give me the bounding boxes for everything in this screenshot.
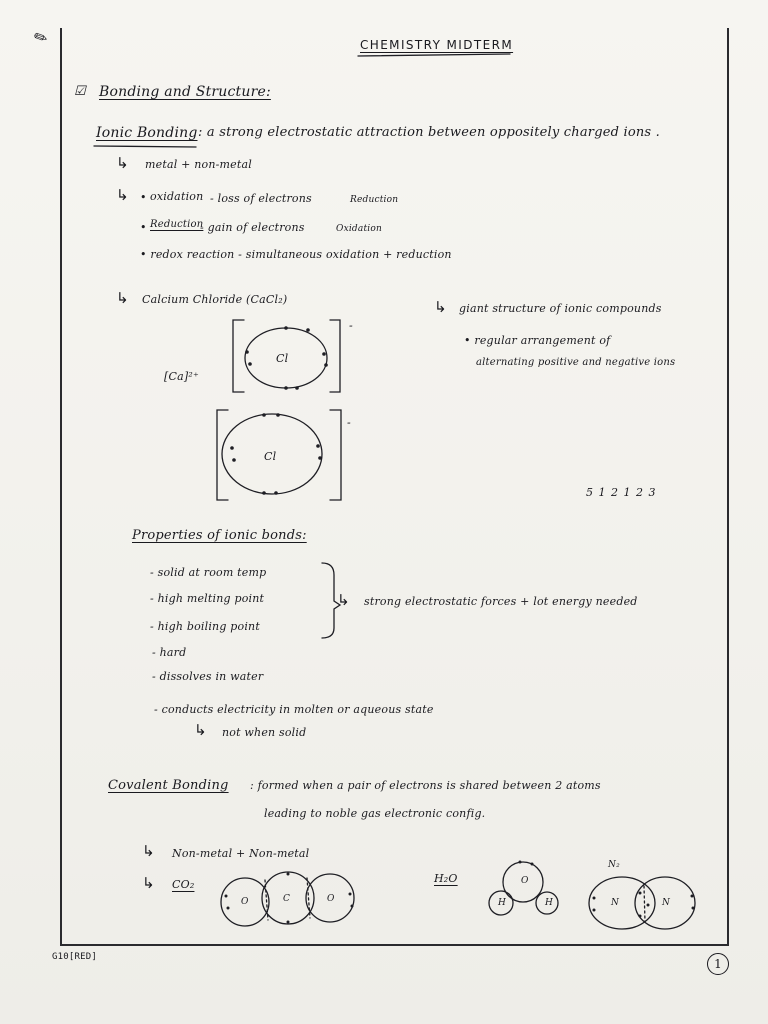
page-title: CHEMISTRY MIDTERM	[360, 38, 514, 52]
n2-shell-1	[589, 877, 655, 929]
bracket-left-1	[233, 320, 244, 392]
checkbox-icon: ☑	[74, 84, 86, 99]
section-heading: Bonding and Structure:	[99, 84, 271, 100]
arrow-icon: ↳	[194, 721, 207, 739]
charge-minus-1: -	[349, 319, 353, 332]
pen-mark: ✎	[30, 26, 51, 49]
bracket-note: strong electrostatic forces + lot energy needed	[364, 595, 638, 608]
property-item: - high boiling point	[150, 620, 260, 633]
chlorine-label-2: Cl	[264, 450, 277, 463]
co2-atom-o-2: O	[327, 894, 335, 904]
chlorine-label-1: Cl	[276, 352, 289, 365]
properties-heading: Properties of ionic bonds:	[132, 528, 307, 543]
redox-line: • redox reaction - simultaneous oxidation + reduction	[140, 248, 452, 261]
co2-atom-c: C	[283, 894, 291, 904]
right-margin-line	[727, 28, 729, 946]
arrow-icon: ↳	[434, 298, 447, 316]
co2-label: CO₂	[172, 878, 195, 891]
h2o-atom-h-2: H	[545, 898, 554, 908]
charge-minus-2: -	[347, 416, 351, 429]
page-number: 1	[707, 953, 729, 975]
n2-atom-n-1: N	[611, 898, 620, 908]
property-item: - conducts electricity in molten or aqueous state	[154, 703, 434, 716]
h2o-label: H₂O	[434, 872, 458, 885]
reduction-term: Reduction	[150, 219, 204, 230]
property-item: - solid at room temp	[150, 566, 267, 579]
covalent-definition-2: leading to noble gas electronic config.	[264, 807, 486, 820]
metal-nonmetal: metal + non-metal	[145, 158, 252, 171]
property-item: - high melting point	[150, 592, 265, 605]
example-compound: Calcium Chloride (CaCl₂)	[142, 293, 288, 306]
h2o-atom-o: O	[521, 876, 529, 886]
nonmetal-line: Non-metal + Non-metal	[172, 847, 310, 860]
reduction-aside: Oxidation	[336, 224, 382, 234]
covalent-heading: Covalent Bonding	[108, 778, 229, 793]
oxidation-term: oxidation	[150, 190, 204, 203]
property-item: - hard	[152, 646, 187, 659]
not-when-solid: not when solid	[222, 726, 307, 739]
n2-label: N₂	[608, 860, 620, 870]
margin-number-note: 5 1 2 1 2 3	[586, 486, 657, 499]
arrow-icon: ↳	[116, 154, 129, 172]
giant-structure: giant structure of ionic compounds	[459, 302, 662, 315]
left-margin-line	[60, 28, 62, 946]
arrow-icon: ↳	[337, 591, 350, 609]
bracket-left-2	[217, 410, 228, 500]
arrow-icon: ↳	[142, 842, 155, 860]
title-underline	[358, 54, 510, 56]
property-item: - dissolves in water	[152, 670, 264, 683]
oxidation-def: - loss of electrons	[210, 192, 312, 205]
bracket-right-2	[330, 410, 341, 500]
n2-atom-n-2: N	[662, 898, 671, 908]
h2o-atom-h-1: H	[498, 898, 507, 908]
arrow-icon: ↳	[116, 289, 129, 307]
covalent-definition-1: : formed when a pair of electrons is shared between 2 atoms	[250, 779, 601, 792]
bullet: •	[140, 191, 147, 204]
oxidation-aside: Reduction	[350, 195, 399, 205]
regular-line-2: alternating positive and negative ions	[476, 357, 676, 368]
co2-atom-o-1: O	[241, 897, 249, 907]
arrow-icon: ↳	[116, 186, 129, 204]
bottom-margin-line	[60, 944, 729, 946]
calcium-ion-label: [Ca]²⁺	[164, 370, 199, 383]
bracket-right-1	[330, 320, 340, 392]
footer-code: G10[RED]	[52, 952, 97, 962]
ionic-heading: Ionic Bonding	[96, 125, 198, 141]
regular-line-1: • regular arrangement of	[464, 334, 611, 347]
ionic-definition: : a strong electrostatic attraction between oppositely charged ions .	[198, 125, 660, 140]
arrow-icon: ↳	[142, 874, 155, 892]
bullet: •	[140, 221, 147, 234]
reduction-def: - gain of electrons	[200, 221, 305, 234]
